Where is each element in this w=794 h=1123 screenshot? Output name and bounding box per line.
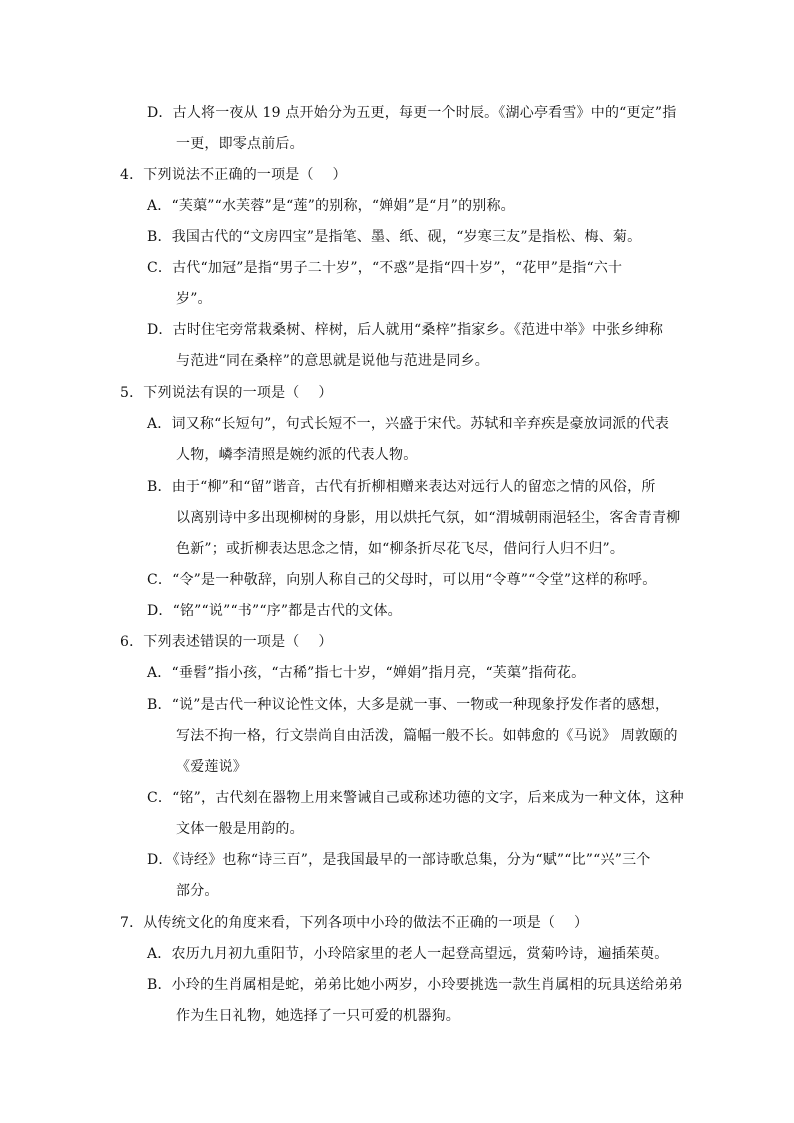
q6-option-c-line2: 文体一般是用韵的。	[176, 821, 304, 837]
prev-option-d-line1: D．古人将一夜从 19 点开始分为五更，每更一个时辰。《湖心亭看雪》中的“更定”指	[147, 105, 677, 121]
q4-option-c-line2: 岁”。	[176, 291, 212, 307]
q5-option-b-line1: B．由于“柳”和“留”谐音，古代有折柳相赠来表达对远行人的留恋之情的风俗，所	[147, 479, 656, 495]
q4-option-c-line1: C．古代“加冠”是指“男子二十岁”，“不惑”是指“四十岁”，“花甲”是指“六十	[147, 260, 623, 276]
q5-option-a-line1: A．词又称“长短句”，句式长短不一，兴盛于宋代。苏轼和辛弃疾是豪放词派的代表	[147, 416, 670, 432]
q4-option-b: B．我国古代的“文房四宝”是指笔、墨、纸、砚，“岁寒三友”是指松、梅、菊。	[147, 229, 642, 245]
q4-option-d-line2: 与范进“同在桑梓”的意思就是说他与范进是同乡。	[176, 353, 489, 369]
q6-option-d-line2: 部分。	[176, 883, 219, 899]
q5-option-d: D．“铭”“说”“书”“序”都是古代的文体。	[147, 603, 402, 619]
q5-option-c: C．“令”是一种敬辞，向别人称自己的父母时，可以用“令尊”“令堂”这样的称呼。	[147, 572, 657, 588]
question-6-stem: 6．下列表述错误的一项是（ ）	[120, 634, 333, 650]
q6-option-a: A．“垂髫”指小孩，“古稀”指七十岁，“婵娟”指月亮，“芙蕖”指荷花。	[147, 665, 586, 681]
q6-option-b-line1: B．“说”是古代一种议论性文体，大多是就一事、一物或一种现象抒发作者的感想，	[147, 697, 670, 713]
q6-option-d-line1: D．《诗经》也称“诗三百”，是我国最早的一部诗歌总集，分为“赋”“比”“兴”三个	[147, 852, 651, 868]
q4-option-a: A．“芙蕖”“水芙蓉”是“莲”的别称，“婵娟”是“月”的别称。	[147, 198, 515, 214]
question-7-stem: 7．从传统文化的角度来看，下列各项中小玲的做法不正确的一项是（ ）	[120, 915, 589, 931]
q4-option-d-line1: D．古时住宅旁常栽桑树、梓树，后人就用“桑梓”指家乡。《范进中举》中张乡绅称	[147, 322, 664, 338]
q6-option-c-line1: C．“铭”，古代刻在器物上用来警诫自己或称述功德的文字，后来成为一种文体，这种	[147, 790, 684, 806]
q7-option-b-line2: 作为生日礼物，她选择了一只可爱的机器狗。	[176, 1008, 460, 1024]
q6-option-b-line2: 写法不拘一格，行文崇尚自由活泼，篇幅一般不长。如韩愈的《马说》 周敦颐的	[176, 728, 678, 744]
question-5-stem: 5．下列说法有误的一项是（ ）	[120, 385, 333, 401]
q5-option-b-line2: 以离别诗中多出现柳树的身影，用以烘托气氛，如“渭城朝雨浥轻尘，客舍青青柳	[176, 510, 681, 526]
q5-option-a-line2: 人物，嶙李清照是婉约派的代表人物。	[176, 447, 418, 463]
question-4-stem: 4．下列说法不正确的一项是（ ）	[120, 167, 347, 183]
q7-option-b-line1: B．小玲的生肖属相是蛇，弟弟比她小两岁，小玲要挑选一款生肖属相的玩具送给弟弟	[147, 977, 683, 993]
q7-option-a: A．农历九月初九重阳节，小玲陪家里的老人一起登高望远，赏菊吟诗，遍插茱萸。	[147, 946, 669, 962]
prev-option-d-line2: 一更，即零点前后。	[176, 136, 304, 152]
q6-option-b-line3: 《爱莲说》	[176, 759, 247, 775]
q5-option-b-line3: 色新”；或折柳表达思念之情，如“柳条折尽花飞尽，借问行人归不归”。	[176, 541, 625, 557]
